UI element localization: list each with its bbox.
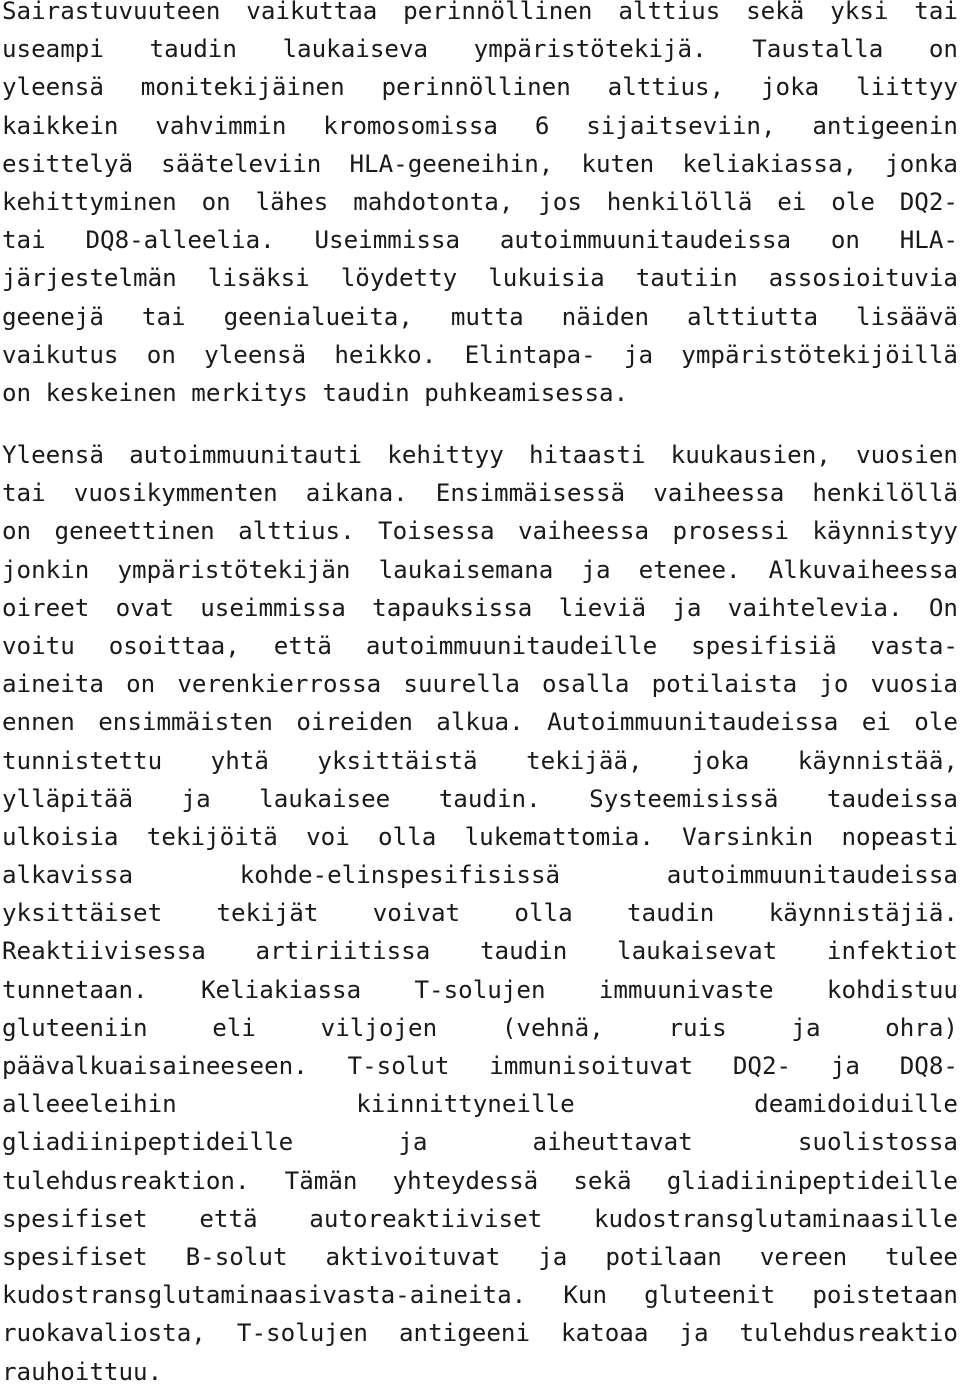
text-line: kehittyminen on lähes mahdotonta, jos henkilöllä ei ole DQ2- [2, 187, 958, 216]
text-line: yleensä monitekijäinen perinnöllinen alttius, joka liittyy [2, 73, 958, 102]
text-line: alkavissa kohde-elinspesifisissä autoimmuunitaudeissa [2, 861, 958, 890]
text-line: spesifiset B-solut aktivoituvat ja potilaan vereen tulee [2, 1242, 958, 1271]
text-line: järjestelmän lisäksi löydetty lukuisia tautiin assosioituvia [2, 264, 958, 293]
text-line: päävalkuaisaineeseen. T-solut immunisoituvat DQ2- ja DQ8- [2, 1052, 958, 1080]
text-line: tulehdusreaktion. Tämän yhteydessä sekä gliadiinipeptideille [2, 1166, 958, 1195]
text-line: kaikkein vahvimmin kromosomissa 6 sijaitseviin, antigeenin [2, 111, 958, 140]
text-line: on keskeinen merkitys taudin puhkeamisessa. [2, 378, 629, 407]
text-line: gluteeniin eli viljojen (vehnä, ruis ja ohra) [2, 1013, 958, 1042]
text-line: yksittäiset tekijät voivat olla taudin käynnistäjiä. [2, 899, 958, 928]
text-line: gliadiinipeptideille ja aiheuttavat suolistossa [2, 1128, 958, 1157]
text-line: rauhoittuu. [2, 1357, 163, 1386]
text-line: Sairastuvuuteen vaikuttaa perinnöllinen alttius sekä yksi tai [2, 0, 958, 25]
text-line: aineita on verenkierrossa suurella osalla potilaista jo vuosia [2, 670, 958, 699]
text-line: vaikutus on yleensä heikko. Elintapa- ja ympäristötekijöillä [2, 340, 958, 369]
text-line: on geneettinen alttius. Toisessa vaiheessa prosessi käynnistyy [2, 517, 958, 546]
text-line: Yleensä autoimmuunitauti kehittyy hitaasti kuukausien, vuosien [2, 441, 958, 469]
text-line: tunnetaan. Keliakiassa T-solujen immuunivaste kohdistuu [2, 975, 958, 1004]
text-line: useampi taudin laukaiseva ympäristötekijä. Taustalla on [2, 35, 958, 64]
text-line: tai DQ8-alleelia. Useimmissa autoimmuunitaudeissa on HLA- [2, 226, 958, 255]
text-line: ennen ensimmäisten oireiden alkua. Autoimmuunitaudeissa ei ole [2, 708, 958, 737]
text-line: spesifiset että autoreaktiiviset kudostransglutaminaasille [2, 1204, 958, 1233]
paragraph-disease-development [2, 436, 958, 1391]
text-line: tai vuosikymmenten aikana. Ensimmäisessä vaiheessa henkilöllä [2, 479, 958, 508]
text-line: geenejä tai geenialueita, mutta näiden alttiutta lisäävä [2, 302, 958, 331]
text-line: Reaktiivisessa artiriitissa taudin laukaisevat infektiot [2, 937, 958, 966]
text-line: jonkin ympäristötekijän laukaisemana ja etenee. Alkuvaiheessa [2, 555, 958, 584]
text-line: ulkoisia tekijöitä voi olla lukemattomia. Varsinkin nopeasti [2, 822, 958, 851]
text-line: esittelyä sääteleviin HLA-geeneihin, kuten keliakiassa, jonka [2, 149, 958, 178]
text-line: ruokavaliosta, T-solujen antigeeni katoaa ja tulehdusreaktio [2, 1319, 958, 1348]
text-line: ylläpitää ja laukaisee taudin. Systeemisissä taudeissa [2, 784, 958, 813]
text-line: kudostransglutaminaasivasta-aineita. Kun gluteenit poistetaan [2, 1281, 958, 1310]
text-line: voitu osoittaa, että autoimmuunitaudeille spesifisiä vasta- [2, 631, 958, 660]
text-line: alleeeleihin kiinnittyneille deamidoiduille [2, 1090, 958, 1119]
text-line: oireet ovat useimmissa tapauksissa lieviä ja vaihtelevia. On [2, 593, 958, 622]
paragraph-genetic-susceptibility [2, 0, 958, 412]
text-line: tunnistettu yhtä yksittäistä tekijää, joka käynnistää, [2, 746, 958, 775]
